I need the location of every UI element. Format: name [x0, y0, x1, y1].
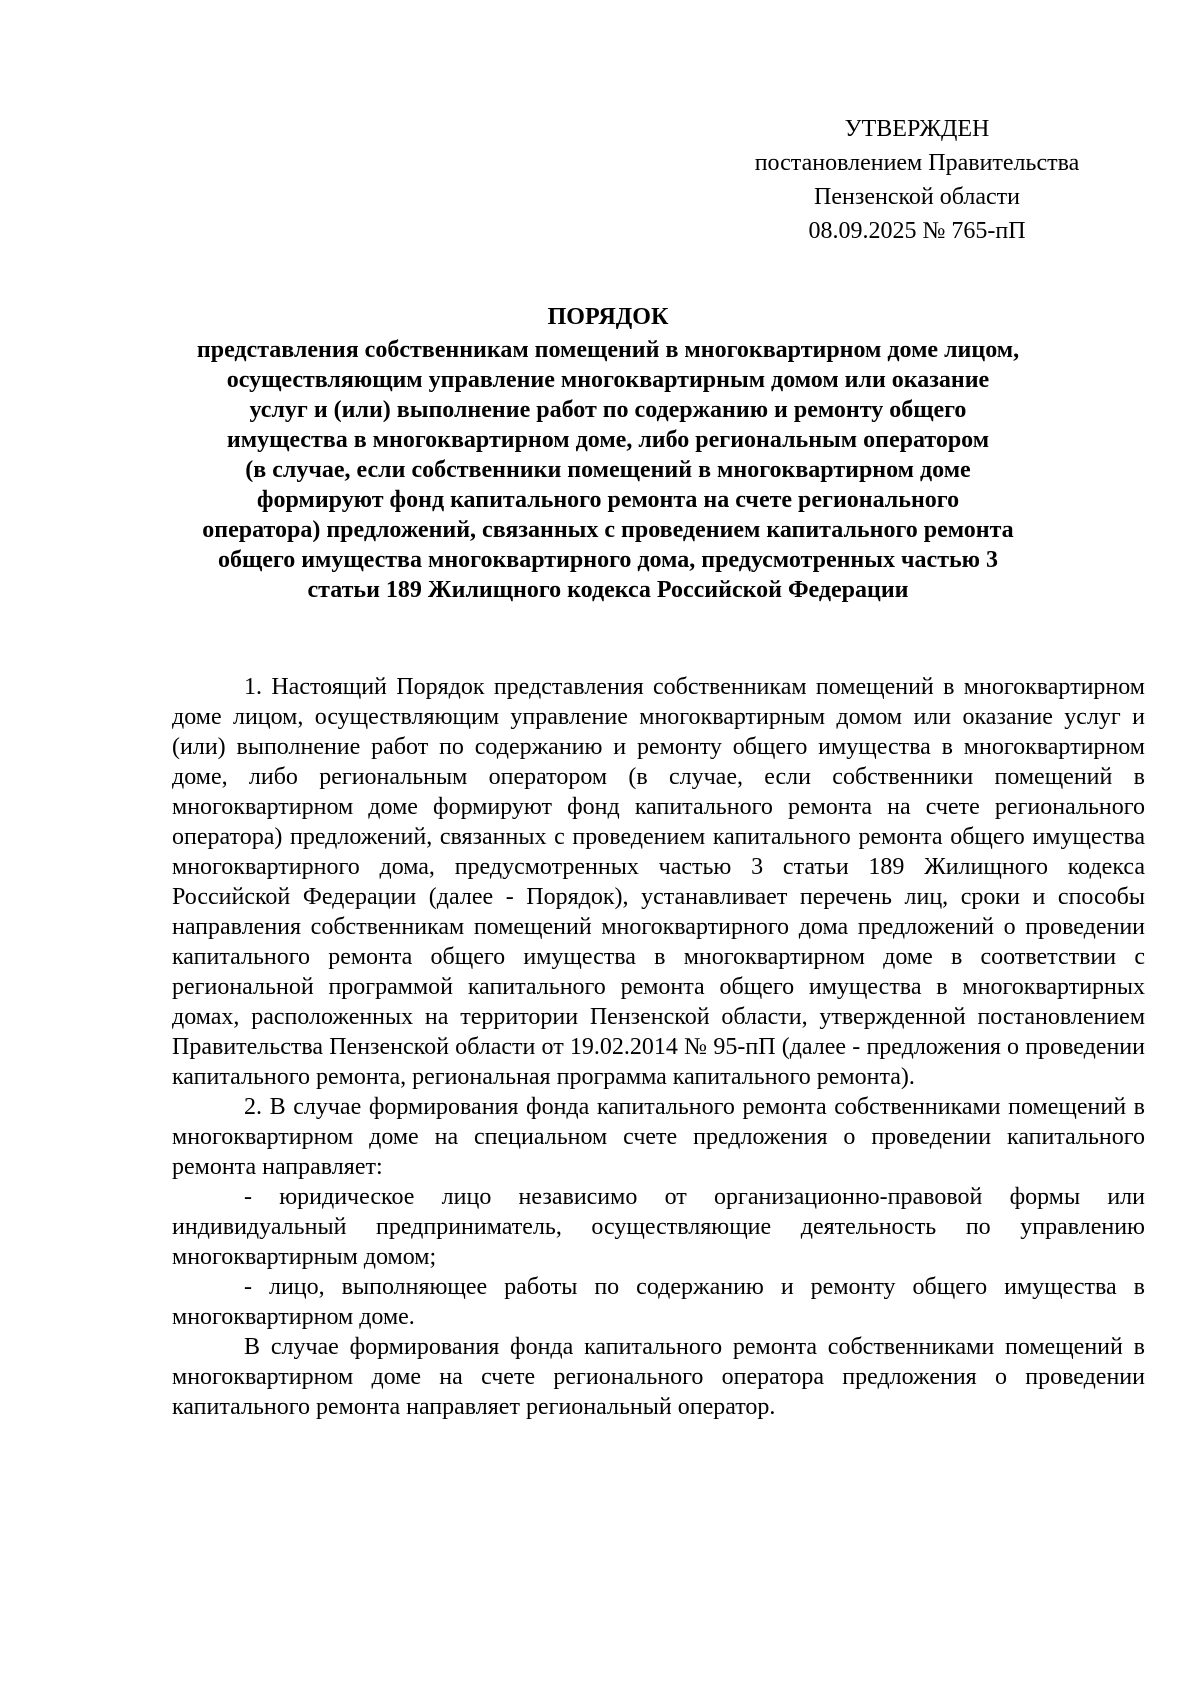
document-title	[150, 302, 1066, 605]
paragraph-regional-operator: В случае формирования фонда капитального ремонта собственниками помещений в многоквартирном доме на счете регионального оператора предложения о проведении капитального ремонта направляет региональный оператор.	[172, 1334, 1145, 1420]
document-subtitle-line: услуг и (или) выполнение работ по содержанию и ремонту общего	[249, 397, 967, 423]
document-subtitle-line: имущества в многоквартирном доме, либо региональным оператором	[226, 427, 990, 453]
document-body	[172, 672, 1145, 1422]
approval-authority: постановлением Правительства	[754, 150, 1080, 176]
approval-stamp	[700, 112, 1134, 248]
list-item-maintenance-person: - лицо, выполняющее работы по содержанию и ремонту общего имущества в многоквартирном доме.	[172, 1274, 1145, 1330]
document-heading: ПОРЯДОК	[547, 304, 669, 330]
approval-region: Пензенской области	[814, 184, 1020, 210]
document-subtitle-line: статьи 189 Жилищного кодекса Российской Федерации	[307, 577, 909, 603]
document-subtitle-line: осуществляющим управление многоквартирным домом или оказание	[226, 367, 990, 393]
approval-date-number: 08.09.2025 № 765-пП	[808, 218, 1026, 244]
document-subtitle-line: общего имущества многоквартирного дома, предусмотренных частью 3	[217, 547, 999, 573]
document-subtitle-line: формируют фонд капитального ремонта на счете регионального	[256, 487, 960, 513]
paragraph-2: 2. В случае формирования фонда капитального ремонта собственниками помещений в многоквартирном доме на специальном счете предложения о проведении капитального ремонта направляет:	[172, 1094, 1145, 1180]
document-subtitle-line: оператора) предложений, связанных с проведением капитального ремонта	[202, 517, 1014, 543]
document-subtitle-line: (в случае, если собственники помещений в многоквартирном доме	[245, 457, 971, 483]
document-subtitle-line: представления собственникам помещений в многоквартирном доме лицом,	[196, 337, 1020, 363]
approval-status: УТВЕРЖДЕН	[844, 116, 990, 142]
paragraph-1: 1. Настоящий Порядок представления собственникам помещений в многоквартирном доме лицом, осуществляющим управление многоквартирным домом или оказание услуг и (или) выполнение работ по содержанию и ремонту общего имущества в многоквартирном доме, либо региональным оператором (в случае, если собственники помещений в многоквартирном доме формируют фонд капитального ремонта на счете регионального оператора) предложений, связанных с проведением капитального ремонта общего имущества многоквартирного дома, предусмотренных частью 3 статьи 189 Жилищного кодекса Российской Федерации (далее - Порядок), устанавливает перечень лиц, сроки и способы направления собственникам помещений многоквартирного дома предложений о проведении капитального ремонта общего имущества в многоквартирном доме в соответствии с региональной программой капитального ремонта общего имущества в многоквартирных домах, расположенных на территории Пензенской области, утвержденной постановлением Правительства Пензенской области от 19.02.2014 № 95-пП (далее - предложения о проведении капитального ремонта, региональная программа капитального ремонта).	[172, 674, 1145, 1090]
list-item-legal-entity: - юридическое лицо независимо от организационно-правовой формы или индивидуальный предприниматель, осуществляющие деятельность по управлению многоквартирным домом;	[172, 1184, 1145, 1270]
